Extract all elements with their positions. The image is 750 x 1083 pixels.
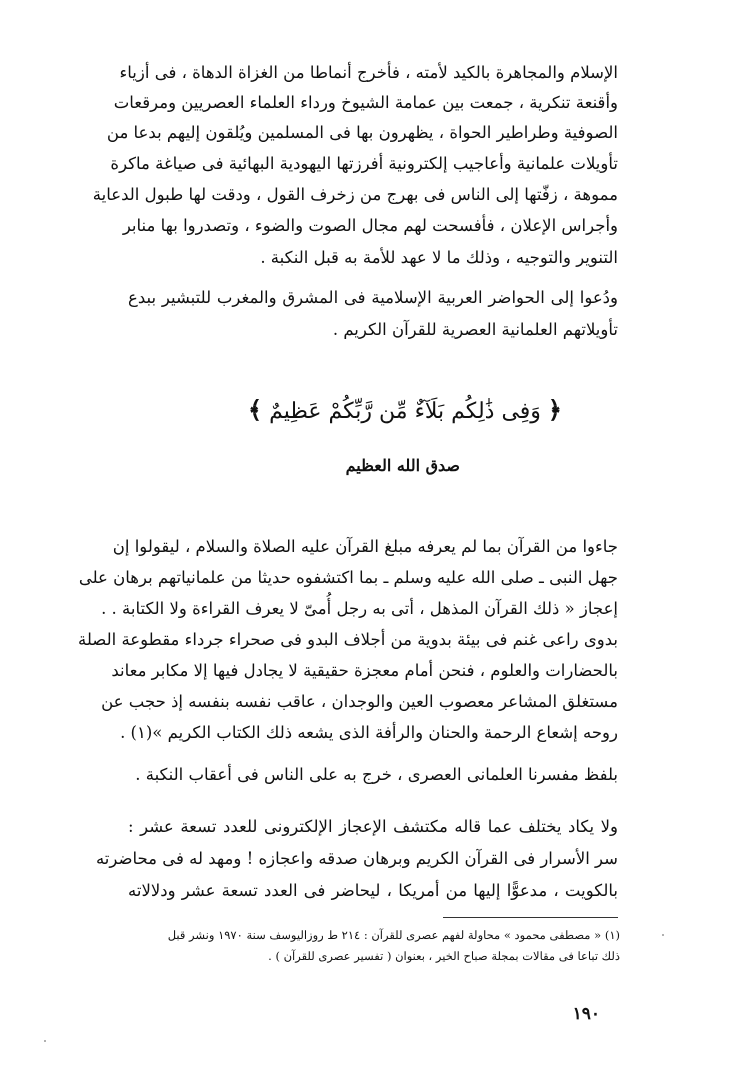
sadaq-line: صدق الله العظيم bbox=[345, 456, 460, 475]
text-line: الصوفية وطراطير الحواة ، يظهرون بها فى المسلمين ويُلقون إليهم بدعا من bbox=[106, 123, 618, 142]
text-line: روحه إشعاع الرحمة والحنان والرأفة الذى يشعه ذلك الكتاب الكريم »(١) . bbox=[120, 723, 618, 742]
quran-verse bbox=[240, 390, 570, 432]
text-line: بلفظ مفسرنا العلمانى العصرى ، خرج به على الناس فى أعقاب النكبة . bbox=[135, 765, 618, 784]
footnote-line: ذلك تباعا فى مقالات بمجلة صباح الخير ، بعنوان ( تفسير عصرى للقرآن ) . bbox=[268, 949, 620, 963]
text-line: تأويلاتهم العلمانية العصرية للقرآن الكريم . bbox=[332, 320, 618, 339]
text-line: جاءوا من القرآن بما لم يعرفه مبلغ القرآن عليه الصلاة والسلام ، ليقولوا إن bbox=[112, 537, 618, 556]
footnote-divider bbox=[443, 917, 618, 918]
scan-speck bbox=[44, 1040, 46, 1042]
text-line: وأجراس الإعلان ، فأفسحت لهم مجال الصوت والضوء ، وتصدروا بها منابر bbox=[122, 216, 618, 235]
text-line: سر الأسرار فى القرآن الكريم وبرهان صدقه واعجازه ! ومهد له فى محاضرته bbox=[95, 849, 618, 868]
text-line: الإسلام والمجاهرة بالكيد لأمته ، فأخرج أنماطا من الغزاة الدهاة ، فى أزياء bbox=[119, 63, 618, 82]
verse-text: وَفِى ذَٰلِكُم بَلَآءٌ مِّن رَّبِّكُمْ عَظِيمٌ bbox=[269, 399, 541, 424]
text-line: ودُعوا إلى الحواضر العربية الإسلامية فى المشرق والمغرب للتبشير ببدع bbox=[128, 288, 618, 307]
scan-speck bbox=[662, 934, 664, 936]
text-line: إعجاز « ذلك القرآن المذهل ، أتى به رجل أُمىّ لا يعرف القراءة ولا الكتابة . . bbox=[101, 599, 618, 618]
text-line: مموهة ، زفّتها إلى الناس فى بهرج من زخرف القول ، ودقت لها طبول الدعاية bbox=[92, 185, 618, 204]
page-number: ١٩٠ bbox=[572, 1004, 600, 1024]
text-line: ولا يكاد يختلف عما قاله مكتشف الإعجاز الإلكترونى للعدد تسعة عشر : bbox=[128, 817, 618, 836]
text-line: بدوى راعى غنم فى بيئة بدوية من أجلاف البدو فى صحراء جرداء مقطوعة الصلة bbox=[77, 630, 618, 649]
verse-close-bracket: ﴾ bbox=[248, 395, 263, 424]
text-line: وأقنعة تنكرية ، جمعت بين عمامة الشيوخ ورداء العلماء العصريين ومرقعات bbox=[113, 93, 618, 112]
text-line: التنوير والتوجيه ، وذلك ما لا عهد للأمة به قبل النكبة . bbox=[260, 248, 618, 267]
verse-open-bracket: ﴿ bbox=[547, 395, 562, 424]
text-line: مستغلق المشاعر معصوب العين والوجدان ، عاقب نفسه بنفسه إذ حجب عن bbox=[101, 692, 618, 711]
text-line: تأويلات علمانية وأعاجيب إلكترونية أفرزتها اليهودية البهائية فى صياغة ماكرة bbox=[110, 154, 618, 173]
text-line: جهل النبى ـ صلى الله عليه وسلم ـ بما اكتشفوه حديثا من علمانياتهم برهان على bbox=[78, 568, 618, 587]
text-line: بالحضارات والعلوم ، فنحن أمام معجزة حقيقية لا يجادل فيها إلا مكابر معاند bbox=[111, 661, 618, 680]
footnote-line: (١) « مصطفى محمود » محاولة لفهم عصرى للقرآن : ٢١٤ ط روزاليوسف سنة ١٩٧٠ ونشر قبل bbox=[167, 928, 620, 942]
text-line: بالكويت ، مدعوًّا إليها من أمريكا ، ليحاضر فى العدد تسعة عشر ودلالاته bbox=[128, 881, 618, 900]
